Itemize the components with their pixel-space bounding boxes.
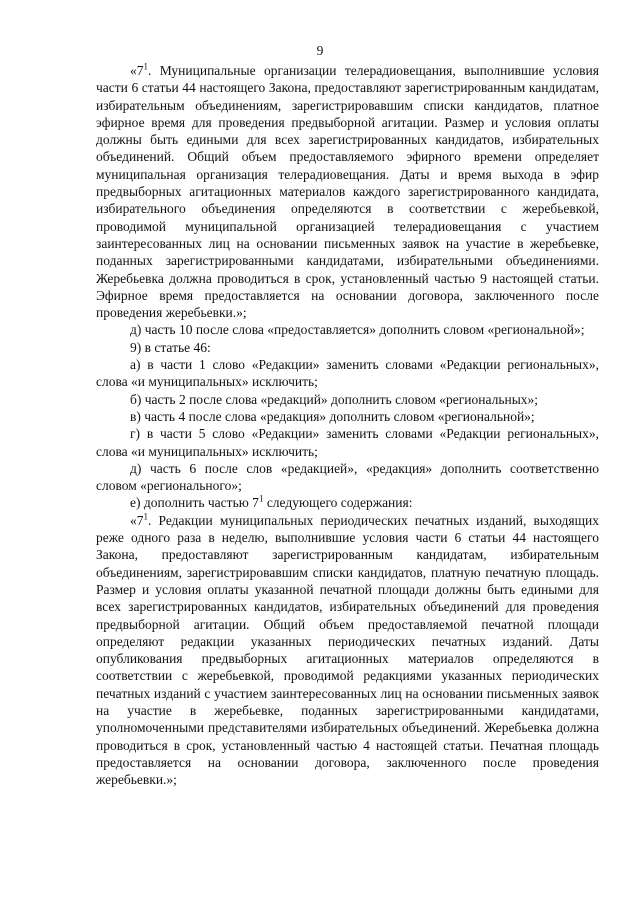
paragraph-item-b: б) часть 2 после слова «редакций» дополнить словом «региональных»; xyxy=(130,391,539,407)
paragraph-item-9-article-46: 9) в статье 46: xyxy=(130,339,211,355)
document-body xyxy=(96,62,599,788)
paragraph-item-g: г) в части 5 слово «Редакции» заменить словами «Редакции региональных», слова «и муниципальных» исключить; xyxy=(96,426,599,459)
paragraph-item-e: е) дополнить частью $7^1$ следующего содержания: xyxy=(130,493,413,511)
paragraph-item-d-part-10: д) часть 10 после слова «предоставляется» дополнить словом «региональной»; xyxy=(130,322,585,338)
paragraph-item-v: в) часть 4 после слова «редакция» дополнить словом «региональной»; xyxy=(130,408,535,424)
page-number: 9 xyxy=(316,43,324,58)
paragraph-article-7-1-print: «$7^1$. Редакции муниципальных периодических печатных изданий, выходящих реже одного раза в неделю, выполнившие условия части 6 статьи 44 настоящего Закона, предоставляют зарегистрированным кандидатам, избирательным объединениям, зарегистрировавшим списки кандидатов, платную печатную площадь. Размер и условия оплаты указанной печатной площади должны быть едиными для всех зарегистрированных кандидатов, избирательных объединений для проведения предвыборной агитации. Общий объем предоставляемой печатной площади определяют редакции указанных периодических печатных изданий. Даты опубликования предвыборных агитационных материалов определяются в соответствии с жеребьевкой, проводимой редакциями указанных периодических печатных изданий с участием заинтересованных лиц на основании письменных заявок на участие в жеребьевке, поданных зарегистрированными кандидатами, уполномоченными представителями избирательных объединений. Жеребьевка должна проводиться в срок, установленный частью 4 настоящей статьи. Печатная площадь предоставляется на основании договора, заключенного после проведения жеребьевки.»; xyxy=(96,511,599,788)
paragraph-article-7-1-broadcasting: «$7^1$. Муниципальные организации телерадиовещания, выполнившие условия части 6 статьи 44 настоящего Закона, предоставляют зарегистрированным кандидатам, избирательным объединениям, зарегистрировавшим списки кандидатов, платное эфирное время для проведения предвыборной агитации. Размер и условия оплаты должны быть едиными для всех зарегистрированных кандидатов, избирательных объединений. Общий объем предоставляемого эфирного времени определяет муниципальная организация телерадиовещания. Даты и время выхода в эфир предвыборных агитационных материалов каждого зарегистрированного кандидата, избирательного объединения определяются в соответствии с жеребьевкой, проводимой муниципальной организацией телерадиовещания с участием заинтересованных лиц на основании письменных заявок на участие в жеребьевке, поданных зарегистрированными кандидатами, избирательными объединениями. Жеребьевка должна проводиться в срок, установленный частью 9 настоящей статьи. Эфирное время предоставляется на основании договора, заключенного после проведения жеребьевки.»; xyxy=(96,61,599,321)
paragraph-item-d-part-6: д) часть 6 после слов «редакцией», «редакция» дополнить соответственно словом «регионального»; xyxy=(96,460,599,494)
paragraph-item-a: а) в части 1 слово «Редакции» заменить словами «Редакции региональных», слова «и муниципальных» исключить; xyxy=(96,357,599,390)
